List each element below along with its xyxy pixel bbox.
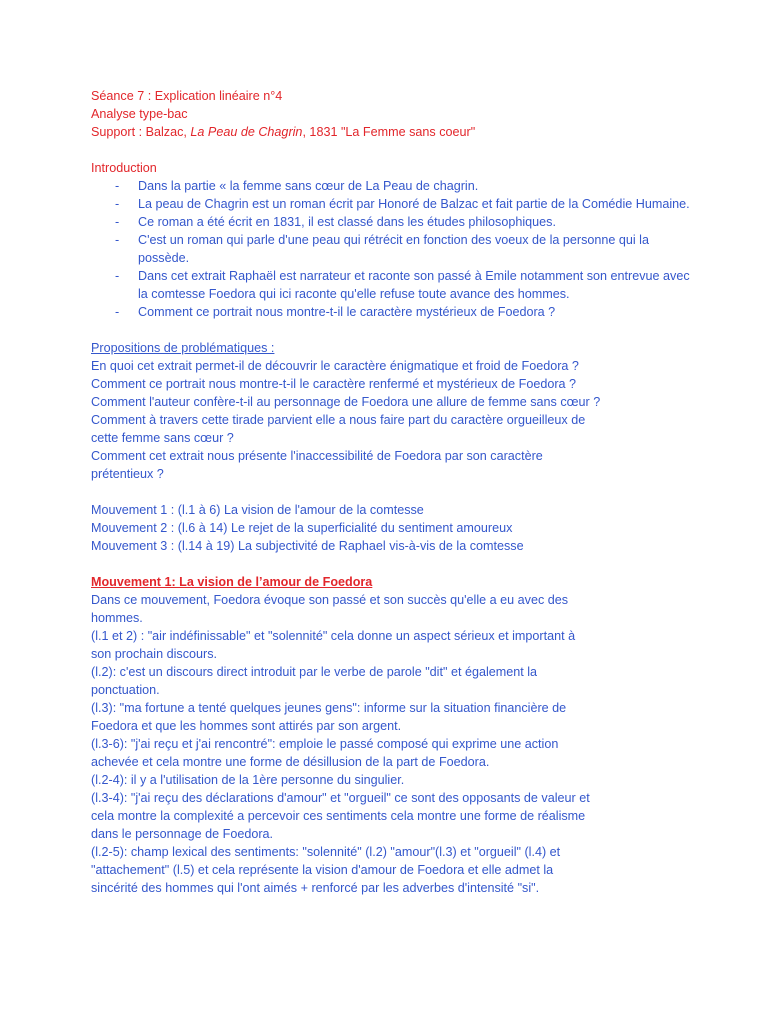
analysis-line: cela montre la complexité a percevoir ces sentiments cela montre une forme de réalisme <box>91 809 586 823</box>
analysis-line: hommes. <box>91 611 143 625</box>
problematique-line: cette femme sans cœur ? <box>91 431 234 445</box>
list-item: - Dans cet extrait Raphaël est narrateur et raconte son passé à Emile notamment son entrevue avec la comtesse Foedora qui ici raconte qu'elle refuse toute avance des hommes. <box>115 269 690 301</box>
problematique-line: Comment l'auteur confère-t-il au personnage de Foedora une allure de femme sans cœur ? <box>91 395 601 409</box>
analysis-line: sincérité des hommes qui l'ont aimés + renforcé par les adverbes d'intensité "si". <box>91 881 540 895</box>
analysis-line: (l.3-6): "j'ai reçu et j'ai rencontré": emploie le passé composé qui exprime une action <box>91 737 559 751</box>
analysis-line: dans le personnage de Foedora. <box>91 827 274 841</box>
session-title: Séance 7 : Explication linéaire n°4 <box>91 89 283 103</box>
problematique-line: En quoi cet extrait permet-il de découvrir le caractère énigmatique et froid de Foedora ? <box>91 359 579 373</box>
analysis-line: (l.2-4): il y a l'utilisation de la 1ère personne du singulier. <box>91 773 405 787</box>
support-line <box>91 123 691 141</box>
problematique-line: prétentieux ? <box>91 467 164 481</box>
support-book-title: La Peau de Chagrin <box>190 125 303 139</box>
introduction-title: Introduction <box>91 161 157 175</box>
analysis-line: Foedora et que les hommes sont attirés par son argent. <box>91 719 402 733</box>
analysis-line: son prochain discours. <box>91 647 218 661</box>
problematique-line: Comment cet extrait nous présente l'inaccessibilité de Foedora par son caractère <box>91 449 543 463</box>
analysis-line: (l.2-5): champ lexical des sentiments: "solennité" (l.2) "amour"(l.3) et "orgueil" (l.4) et <box>91 845 561 859</box>
mouvement-line: Mouvement 3 : (l.14 à 19) La subjectivité de Raphael vis-à-vis de la comtesse <box>91 539 524 553</box>
analysis-line: achevée et cela montre une forme de désillusion de la part de Foedora. <box>91 755 490 769</box>
list-item: - Comment ce portrait nous montre-t-il le caractère mystérieux de Foedora ? <box>115 305 556 319</box>
analysis-line: ponctuation. <box>91 683 160 697</box>
analysis-line: "attachement" (l.5) et cela représente la vision d'amour de Foedora et elle admet la <box>91 863 554 877</box>
analysis-line: (l.2): c'est un discours direct introduit par le verbe de parole "dit" et également la <box>91 665 538 679</box>
mouvement1-title: Mouvement 1: La vision de l’amour de Foedora <box>91 575 373 589</box>
session-subtitle: Analyse type-bac <box>91 107 188 121</box>
list-item: - La peau de Chagrin est un roman écrit par Honoré de Balzac et fait partie de la Comédie Humaine. <box>115 197 690 211</box>
document-page <box>91 87 691 897</box>
analysis-line: (l.3-4): "j'ai reçu des déclarations d'amour" et "orgueil" ce sont des opposants de valeur et <box>91 791 590 805</box>
list-item: - Dans la partie « la femme sans cœur de La Peau de chagrin. <box>115 179 479 193</box>
mouvement-line: Mouvement 2 : (l.6 à 14) Le rejet de la superficialité du sentiment amoureux <box>91 521 513 535</box>
list-item: - Ce roman a été écrit en 1831, il est classé dans les études philosophiques. <box>115 215 556 229</box>
analysis-line: (l.1 et 2) : "air indéfinissable" et "solennité" cela donne un aspect sérieux et important à <box>91 629 576 643</box>
support-prefix: Support : Balzac, <box>91 125 191 139</box>
support-suffix: , 1831 "La Femme sans coeur" <box>302 125 476 139</box>
problematique-line: Comment ce portrait nous montre-t-il le caractère renfermé et mystérieux de Foedora ? <box>91 377 577 391</box>
list-item: - C'est un roman qui parle d'une peau qui rétrécit en fonction des voeux de la personne qui la possède. <box>115 233 649 265</box>
problematiques-title: Propositions de problématiques : <box>91 341 275 355</box>
introduction-list <box>91 177 691 321</box>
analysis-line: (l.3): "ma fortune a tenté quelques jeunes gens": informe sur la situation financière de <box>91 701 567 715</box>
mouvement-line: Mouvement 1 : (l.1 à 6) La vision de l'amour de la comtesse <box>91 503 424 517</box>
problematique-line: Comment à travers cette tirade parvient elle a nous faire part du caractère orgueilleux de <box>91 413 586 427</box>
analysis-line: Dans ce mouvement, Foedora évoque son passé et son succès qu'elle a eu avec des <box>91 593 569 607</box>
